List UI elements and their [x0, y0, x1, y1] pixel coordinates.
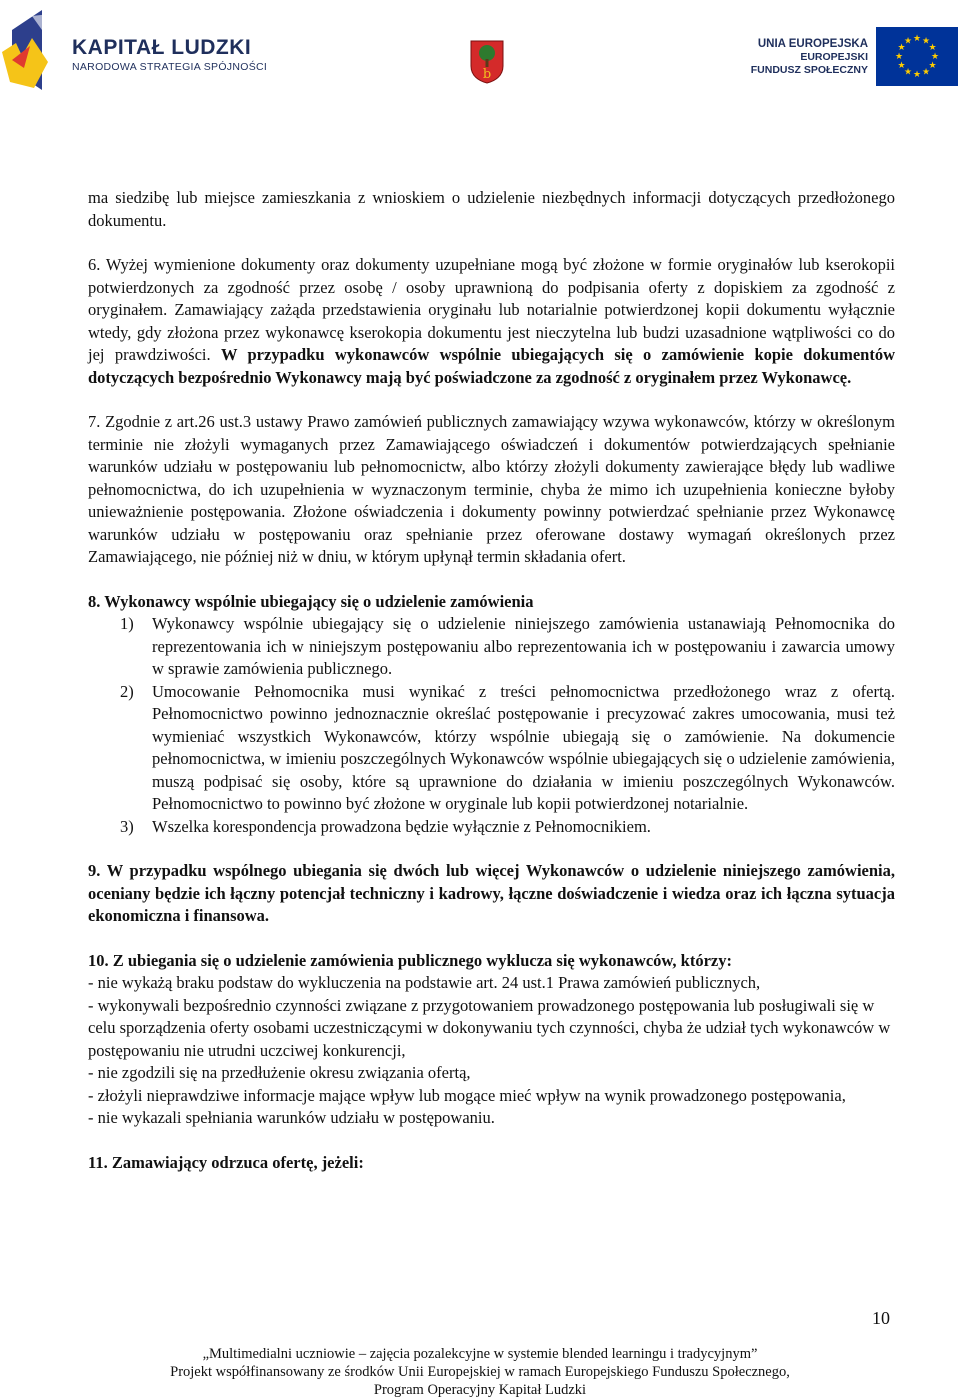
- svg-text:★: ★: [903, 67, 913, 78]
- ue-line-2: EUROPEJSKI: [800, 51, 868, 63]
- svg-text:★: ★: [928, 61, 937, 71]
- svg-text:★: ★: [897, 61, 906, 71]
- footer-line-1: „Multimedialni uczniowie – zajęcia pozalekcyjne w systemie blended learningu i tradycyjnym”: [202, 1346, 758, 1362]
- list-item: [88, 613, 895, 681]
- kl-title: KAPITAŁ LUDZKI: [72, 36, 252, 59]
- city-crest-icon: [470, 40, 504, 84]
- eu-flag-icon: [876, 27, 958, 86]
- svg-text:★: ★: [930, 52, 940, 62]
- paragraph-6-text: 6. Wyżej wymienione dokumenty oraz dokumenty uzupełniane mogą być złożone w formie oryginałów lub kserokopii potwierdzonych za zgodność przez osobę / osoby uprawnioną do podpisania oferty z dopiskiem za zgodność z oryginałem. Zamawiający zażąda przedstawienia oryginału lub notarialnie potwierdzonej kopii dokumentu wyłącznie wtedy, gdy złożona przez wykonawcę kserokopia dokumentu jest nieczytelna lub budzi uzasadnione wątpliwości co do jej prawdziwości.: [88, 255, 895, 364]
- exclusion-item: - nie wykażą braku podstaw do wykluczenia na podstawie art. 24 ust.1 Prawa zamówień publicznych,: [88, 973, 761, 992]
- paragraph-continuation: ma siedzibę lub miejsce zamieszkania z wnioskiem o udzielenie niezbędnych informacji dotyczących przedłożonego dokumentu.: [88, 188, 895, 230]
- exclusion-item: - nie zgodzili się na przedłużenie okresu związania ofertą,: [88, 1063, 471, 1082]
- ue-line-1: UNIA EUROPEJSKA: [757, 38, 868, 50]
- svg-text:★: ★: [928, 43, 937, 53]
- svg-text:★: ★: [894, 52, 904, 62]
- eu-text-block: [751, 38, 868, 77]
- ue-line-3: FUNDUSZ SPOŁECZNY: [750, 64, 868, 76]
- svg-text:★: ★: [921, 67, 931, 78]
- page-header: [0, 0, 960, 95]
- heading-11: 11. Zamawiający odrzuca ofertę, jeżeli:: [88, 1152, 364, 1172]
- list-number: 1): [120, 614, 134, 633]
- kapital-ludzki-logo-icon: [2, 8, 60, 92]
- svg-text:★: ★: [903, 36, 913, 47]
- list-number: 2): [120, 681, 134, 701]
- svg-text:★: ★: [912, 70, 922, 80]
- page-number: 10: [872, 1308, 890, 1328]
- paragraph-6-bold: W przypadku wykonawców wspólnie ubiegających się o zamówienie kopie dokumentów dotyczących bezpośrednio Wykonawcy mają być poświadczone za zgodność z oryginałem przez Wykonawcę.: [88, 345, 895, 387]
- document-body: [88, 187, 895, 1174]
- list-text: Umocowanie Pełnomocnika musi wynikać z treści pełnomocnictwa przedłożonego wraz z ofertą. Pełnomocnictwo powinno jednoznacznie określać postępowanie i precyzować zakres umocowania, musi też wymieniać wszystkich Wykonawców, którzy wspólnie ubiegają się o zamówienie. Na dokumencie pełnomocnictwa, w imieniu poszczególnych Wykonawców wspólnie ubiegających się o udzielenie zamówienia, muszą podpisać się osoby, które są uprawnione do działania w imieniu poszczególnych Wykonawców. Pełnomocnictwo to powinno być złożone w oryginale lub kopii potwierdzonej notarialnie.: [152, 681, 895, 813]
- list-number: 3): [120, 816, 134, 836]
- paragraph-6: [88, 254, 895, 389]
- exclusion-item: - wykonywali bezpośrednio czynności związane z przygotowaniem prowadzonego postępowania lub posługiwali się w celu sporządzenia oferty osobami uczestniczącymi w dokonywaniu tych czynności, chyba że udział tych wykonawców w postępowaniu nie utrudni uczciwej konkurencji,: [88, 995, 891, 1060]
- kl-subtitle: NARODOWA STRATEGIA SPÓJNOŚCI: [72, 61, 268, 73]
- list-item: [88, 681, 895, 816]
- heading-8: 8. Wykonawcy wspólnie ubiegający się o udzielenie zamówienia: [88, 591, 534, 611]
- svg-text:★: ★: [897, 43, 906, 53]
- paragraph-9: 9. W przypadku wspólnego ubiegania się dwóch lub więcej Wykonawców o udzielenie niniejszego zamówienia, oceniany będzie ich łączny potencjał techniczny i kadrowy, łączne doświadczenie i wiedza oraz ich łączna sytuacja ekonomiczna i finansowa.: [88, 861, 895, 925]
- footer-line-3: Program Operacyjny Kapitał Ludzki: [373, 1382, 587, 1398]
- list-text: Wykonawcy wspólnie ubiegający się o udzielenie niniejszego zamówienia ustanawiają Pełnomocnika do reprezentowania ich w niniejszym postępowaniu albo reprezentowania ich w postępowaniu i zawarcia umowy w sprawie zamówienia publicznego.: [152, 614, 895, 678]
- paragraph-7: 7. Zgodnie z art.26 ust.3 ustawy Prawo zamówień publicznych zamawiający wzywa wykonawców, którzy w określonym terminie nie złożyli wymaganych przez Zamawiającego oświadczeń i dokumentów potwierdzających spełnianie warunków udziału w postępowaniu lub pełnomocnictw, albo którzy złożyli dokumenty zawierające błędy lub wadliwe pełnomocnictwa, do ich uzupełnienia w wyznaczonym terminie, chyba że mimo ich uzupełnienia konieczne byłoby unieważnienie postępowania. Złożone oświadczenia i dokumenty powinny potwierdzać spełnianie przez Wykonawcę warunków udziału w postępowaniu oraz spełnianie przez oferowane dostawy wymagań określonych przez Zamawiającego, nie później niż w dniu, w którym upłynął termin składania ofert.: [88, 412, 895, 566]
- list-item: [88, 816, 895, 839]
- exclusion-item: - nie wykazali spełniania warunków udziału w postępowaniu.: [88, 1108, 495, 1127]
- list-text: Wszelka korespondencja prowadzona będzie wyłącznie z Pełnomocnikiem.: [152, 816, 651, 836]
- svg-text:★: ★: [912, 34, 922, 44]
- exclusion-item: - złożyli nieprawdziwe informacje mające wpływ lub mogące mieć wpływ na wynik prowadzonego postępowania,: [88, 1085, 846, 1105]
- page-footer: [0, 1345, 960, 1399]
- heading-10: 10. Z ubiegania się o udzielenie zamówienia publicznego wyklucza się wykonawców, którzy:: [88, 950, 732, 970]
- svg-text:b: b: [482, 67, 492, 82]
- footer-line-2: Projekt współfinansowany ze środków Unii Europejskiej w ramach Europejskiego Funduszu Społecznego,: [170, 1364, 790, 1380]
- svg-text:★: ★: [921, 36, 931, 47]
